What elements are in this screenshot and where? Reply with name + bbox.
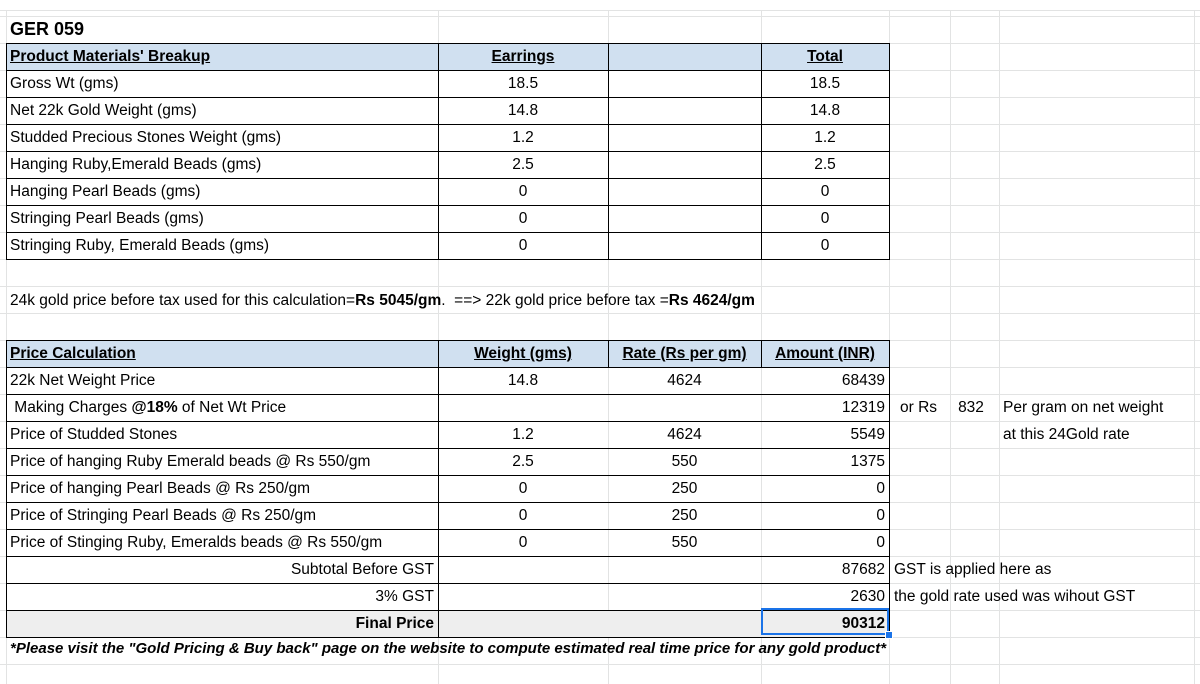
materials-row-blank[interactable] <box>608 70 761 97</box>
materials-row-blank[interactable] <box>608 205 761 232</box>
materials-header-blank[interactable] <box>608 43 761 70</box>
pricing-border <box>438 340 439 638</box>
side-note-rate-text[interactable]: at this 24Gold rate <box>1003 425 1130 443</box>
pricing-row-amount[interactable]: 0 <box>876 479 885 497</box>
selected-cell[interactable] <box>761 608 889 635</box>
pricing-row-rate[interactable]: 4624 <box>667 371 702 389</box>
pricing-header-weight[interactable]: Weight (gms) <box>438 340 608 367</box>
pricing-border <box>6 556 890 557</box>
pricing-border <box>6 475 890 476</box>
grid-row-line <box>0 664 1200 665</box>
label-text: Price of hanging Ruby Emerald beads @ Rs 550/gm <box>10 452 371 470</box>
pricing-row-weight[interactable]: 14.8 <box>507 371 539 389</box>
label-text: Price of hanging Pearl Beads @ Rs 250/gm <box>10 479 311 497</box>
pricing-border <box>6 448 890 449</box>
materials-row-label[interactable]: Net 22k Gold Weight (gms) <box>10 101 197 119</box>
final-price-label[interactable]: Final Price <box>355 614 434 632</box>
column-header-strip <box>0 0 1200 11</box>
subtotal-label[interactable]: Subtotal Before GST <box>290 560 434 578</box>
materials-row-total[interactable]: 14.8 <box>809 101 841 119</box>
pricing-border <box>6 583 890 584</box>
materials-row-blank[interactable] <box>608 151 761 178</box>
gst-label[interactable]: 3% GST <box>375 587 434 605</box>
pricing-border <box>6 529 890 530</box>
grid-col-line <box>1194 10 1195 684</box>
note-price-24k: Rs 5045/gm <box>355 291 442 309</box>
pricing-row-amount[interactable]: 0 <box>876 533 885 551</box>
label-bold-text: @18% <box>131 398 178 416</box>
materials-row-earrings[interactable]: 0 <box>518 182 528 200</box>
pricing-row-weight[interactable] <box>438 394 608 421</box>
materials-row-blank[interactable] <box>608 232 761 259</box>
note-price-22k: Rs 4624/gm <box>668 291 755 309</box>
subtotal-value[interactable]: 87682 <box>841 560 885 578</box>
materials-row-label[interactable]: Stringing Pearl Beads (gms) <box>10 209 204 227</box>
materials-row-earrings[interactable]: 2.5 <box>512 155 534 173</box>
materials-header-label[interactable]: Product Materials' Breakup <box>6 43 438 70</box>
pricing-row-weight[interactable]: 0 <box>518 479 528 497</box>
materials-row-earrings[interactable]: 0 <box>518 236 528 254</box>
label-text: 22k Net Weight Price <box>10 371 156 389</box>
materials-row-total[interactable]: 0 <box>820 209 830 227</box>
pricing-row-rate[interactable]: 4624 <box>667 425 702 443</box>
materials-row-label[interactable]: Hanging Ruby,Emerald Beads (gms) <box>10 155 262 173</box>
pricing-row-rate[interactable] <box>608 394 761 421</box>
pricing-row-amount[interactable]: 68439 <box>841 371 885 389</box>
pricing-row-amount[interactable]: 1375 <box>850 452 885 470</box>
pricing-border <box>761 340 762 368</box>
pricing-row-amount[interactable]: 5549 <box>850 425 885 443</box>
materials-border <box>6 43 7 260</box>
side-note-per-gram-text[interactable]: Per gram on net weight <box>1003 398 1164 416</box>
materials-row-total[interactable]: 0 <box>820 182 830 200</box>
materials-border <box>6 151 890 152</box>
label-text: Price of Stringing Pearl Beads @ Rs 250/gm <box>10 506 317 524</box>
pricing-row-amount[interactable]: 0 <box>876 506 885 524</box>
pricing-header-label[interactable]: Price Calculation <box>6 340 438 367</box>
pricing-row-label[interactable] <box>6 502 438 529</box>
materials-row-blank[interactable] <box>608 178 761 205</box>
materials-row-label[interactable]: Hanging Pearl Beads (gms) <box>10 182 201 200</box>
materials-header-total[interactable]: Total <box>761 43 889 70</box>
pricing-row-label[interactable] <box>6 448 438 475</box>
materials-row-total[interactable]: 0 <box>820 236 830 254</box>
materials-border <box>6 178 890 179</box>
materials-border <box>6 43 890 44</box>
pricing-row-weight[interactable]: 2.5 <box>512 452 534 470</box>
materials-row-blank[interactable] <box>608 124 761 151</box>
materials-row-total[interactable]: 2.5 <box>814 155 836 173</box>
gold-price-note[interactable] <box>6 287 906 314</box>
materials-border <box>889 43 890 260</box>
side-note-gst-1[interactable]: GST is applied here as <box>894 560 1052 578</box>
pricing-row-label[interactable] <box>6 394 438 421</box>
materials-row-label[interactable]: Studded Precious Stones Weight (gms) <box>10 128 282 146</box>
materials-row-blank[interactable] <box>608 97 761 124</box>
pricing-row-weight[interactable]: 0 <box>518 533 528 551</box>
pricing-border <box>6 340 7 638</box>
pricing-row-amount[interactable]: 12319 <box>841 398 885 416</box>
fill-handle[interactable] <box>885 631 893 639</box>
materials-row-earrings[interactable]: 18.5 <box>507 74 539 92</box>
materials-row-label[interactable]: Stringing Ruby, Emerald Beads (gms) <box>10 236 270 254</box>
gst-value[interactable]: 2630 <box>850 587 885 605</box>
pricing-row-weight[interactable]: 1.2 <box>512 425 534 443</box>
pricing-row-label[interactable] <box>6 529 438 556</box>
materials-border <box>6 259 890 260</box>
sheet-title[interactable]: GER 059 <box>10 18 85 39</box>
note-prefix: 24k gold price before tax used for this calculation= <box>10 291 356 309</box>
pricing-border <box>6 394 890 395</box>
label-text: of Net Wt Price <box>177 398 287 416</box>
label-text: Price of Stinging Ruby, Emeralds beads @ Rs 550/gm <box>10 533 383 551</box>
materials-row-earrings[interactable]: 1.2 <box>512 128 534 146</box>
pricing-border <box>608 340 609 368</box>
materials-border <box>6 70 890 71</box>
materials-border <box>438 43 439 260</box>
pricing-row-rate[interactable]: 250 <box>671 479 698 497</box>
pricing-row-rate[interactable]: 250 <box>671 506 698 524</box>
pricing-row-label[interactable] <box>6 367 438 394</box>
pricing-row-label[interactable] <box>6 421 438 448</box>
note-middle: . ==> 22k gold price before tax = <box>441 291 669 309</box>
materials-row-total[interactable]: 1.2 <box>814 128 836 146</box>
side-note-per-gram-value[interactable]: 832 <box>958 398 984 416</box>
label-text: Making Charges <box>10 398 132 416</box>
materials-border <box>608 43 609 260</box>
materials-border <box>6 97 890 98</box>
materials-border <box>6 124 890 125</box>
materials-row-total[interactable]: 18.5 <box>809 74 841 92</box>
materials-border <box>761 43 762 260</box>
side-note-or-rs[interactable]: or Rs <box>900 398 938 416</box>
final-price-value[interactable]: 90312 <box>841 614 885 632</box>
pricing-header-rate[interactable]: Rate (Rs per gm) <box>608 340 761 367</box>
pricing-border <box>6 340 890 341</box>
materials-row-label[interactable]: Gross Wt (gms) <box>10 74 119 92</box>
pricing-row-label[interactable] <box>6 475 438 502</box>
materials-row-earrings[interactable]: 14.8 <box>507 101 539 119</box>
pricing-row-rate[interactable]: 550 <box>671 533 698 551</box>
materials-row-earrings[interactable]: 0 <box>518 209 528 227</box>
pricing-row-rate[interactable]: 550 <box>671 452 698 470</box>
pricing-border <box>6 502 890 503</box>
footer-note[interactable]: *Please visit the "Gold Pricing & Buy back" page on the website to compute estimated real time price for any gold product* <box>10 640 887 657</box>
materials-border <box>6 232 890 233</box>
materials-header-earrings[interactable]: Earrings <box>438 43 608 70</box>
pricing-border <box>6 421 890 422</box>
materials-border <box>6 205 890 206</box>
pricing-header-amount[interactable]: Amount (INR) <box>761 340 889 367</box>
side-note-gst-2[interactable]: the gold rate used was wihout GST <box>894 587 1136 605</box>
pricing-border <box>6 367 890 368</box>
pricing-row-weight[interactable]: 0 <box>518 506 528 524</box>
label-text: Price of Studded Stones <box>10 425 178 443</box>
pricing-border <box>6 610 890 611</box>
